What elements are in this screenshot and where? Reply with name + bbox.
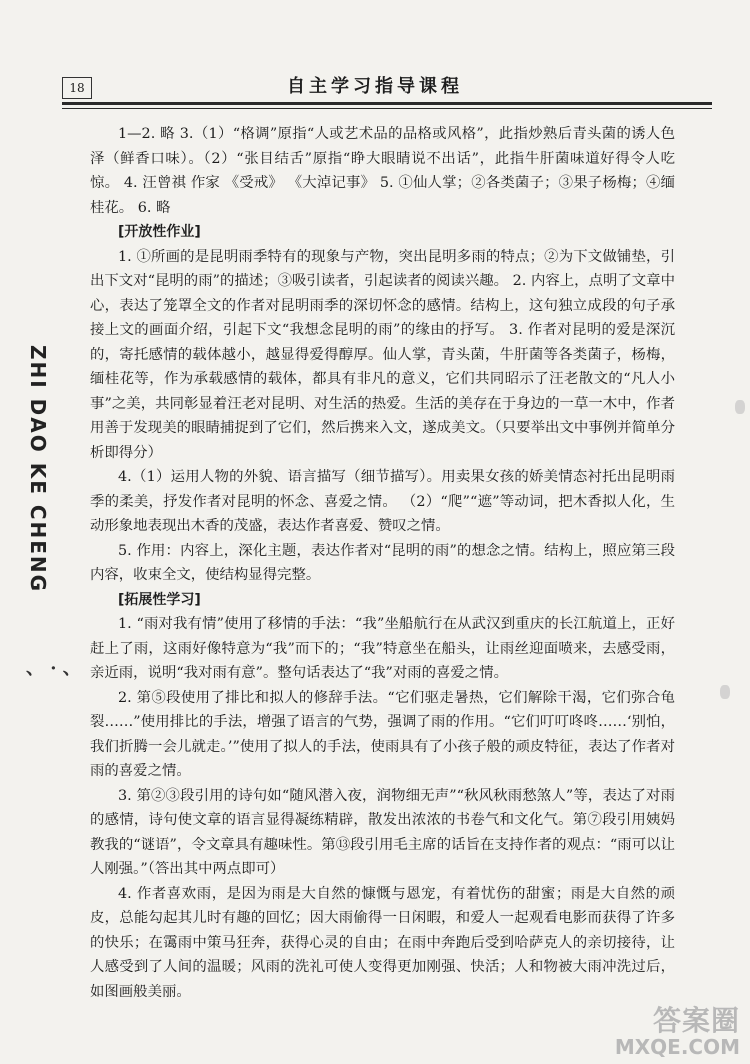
scan-smudge bbox=[720, 685, 730, 699]
header-rule-thin bbox=[62, 108, 712, 109]
scan-smudge bbox=[735, 400, 745, 414]
page-number: 18 bbox=[62, 77, 92, 99]
running-header-title: 自主学习指导课程 bbox=[287, 76, 463, 97]
open-homework-heading: [开放性作业] bbox=[118, 224, 201, 240]
side-marks: 、 · 、 bbox=[26, 658, 81, 679]
side-vertical-label: ZHI DAO KE CHENG bbox=[26, 345, 50, 594]
extended-learning-heading: [拓展性学习] bbox=[118, 591, 201, 608]
open-answer-5: 5. 作用：内容上，深化主题，表达作者对“昆明的雨”的想念之情。结构上，照应第三段内容，收束全文，使结构显得完整。 bbox=[90, 542, 675, 583]
header-rule-thick bbox=[62, 102, 712, 105]
open-answer-1-3: 1. ①所画的是昆明雨季特有的现象与产物，突出昆明多雨的特点；②为下文做铺垫，引出下文对“昆明的雨”的描述；③吸引读者，引起读者的阅读兴趣。 2. 内容上，点明了文章中心，表达了笼罩全文的作者对昆明雨季的深切怀念的感情。结构上，这句独立成段的句子承接上文的画面介绍，引起下文“我想念昆明的雨”的缘由的抒写。 3. 作者对昆明的爱是深沉的，寄托感情的载体越小，越显得爱得醇厚。仙人掌，青头菌，牛肝菌等各类菌子，杨梅，缅桂花等，作为承载感情的载体，都具有非凡的意义，它们共同昭示了汪老散文的“凡人小事”之美，共同彰显着汪老对昆明、对生活的热爱。生活的美存在于身边的一草一木中，作者用善于发现美的眼睛捕捉到了它们，然后携来入文，遂成美文。（只要举出文中事例并简单分析即得分） bbox=[90, 248, 675, 461]
intro-answers: 1—2. 略 3.（1）“格调”原指“人或艺术品的品格或风格”，此指炒熟后青头菌的诱人色泽（鲜香口味）。（2）“张目结舌”原指“睁大眼睛说不出话”，此指牛肝菌味道好得令人吃惊。 4. 汪曾祺 作家 《受戒》 《大淖记事》 5. ①仙人掌；②各类菌子；③果子杨梅；④缅桂花。 6. 略 bbox=[90, 126, 675, 216]
extended-answer-2: 2. 第⑤段使用了排比和拟人的修辞手法。“它们驱走暑热，它们解除干渴，它们弥合龟裂……”使用排比的手法，增强了语言的气势，强调了雨的作用。“它们叮叮咚咚……‘别怕，我们折腾一会儿就走。’”使用了拟人的手法，使雨具有了小孩子般的顽皮特征，表达了作者对雨的喜爱之情。 bbox=[90, 689, 675, 779]
extended-answer-4: 4. 作者喜欢雨，是因为雨是大自然的慷慨与恩宠，有着忧伤的甜蜜；雨是大自然的顽皮，总能勾起其儿时有趣的回忆；因大雨偷得一日闲暇，和爱人一起观看电影而获得了许多的快乐；在霭雨中策马狂奔，获得心灵的自由；在雨中奔跑后受到哈萨克人的亲切接待，让人感受到了人间的温暖；风雨的洗礼可使人变得更加刚强、快活；人和物被大雨冲洗过后，如图画般美丽。 bbox=[90, 885, 675, 1000]
watermark-main: 答案圈 bbox=[652, 1004, 740, 1037]
watermark-logo bbox=[615, 1006, 740, 1058]
answer-content bbox=[90, 122, 675, 1004]
extended-answer-1: 1. “雨对我有情”使用了移情的手法：“我”坐船航行在从武汉到重庆的长江航道上，正好赶上了雨，这雨好像特意为“我”而下的；“我”特意坐在船头，让雨丝迎面喷来，去感受雨，亲近雨，说明“我对雨有意”。整句话表达了“我”对雨的喜爱之情。 bbox=[90, 616, 675, 681]
watermark-site: MXQE.COM bbox=[614, 1035, 740, 1059]
extended-answer-3: 3. 第②③段引用的诗句如“随风潜入夜，润物细无声”“秋风秋雨愁煞人”等，表达了对雨的感情，诗句使文章的语言显得凝练精辟，散发出浓浓的书卷气和文化气。第⑦段引用姨妈教我的“谜语”，令文章具有趣味性。第⑬段引用毛主席的话旨在支持作者的观点：“雨可以让人刚强。”（答出其中两点即可） bbox=[90, 787, 675, 877]
open-answer-4: 4.（1）运用人物的外貌、语言描写（细节描写）。用卖果女孩的娇美情态衬托出昆明雨季的柔美，抒发作者对昆明的怀念、喜爱之情。 （2）“爬”“遮”等动词，把木香拟人化，生动形象地表现出木香的茂盛，表达作者喜爱、赞叹之情。 bbox=[90, 469, 675, 534]
